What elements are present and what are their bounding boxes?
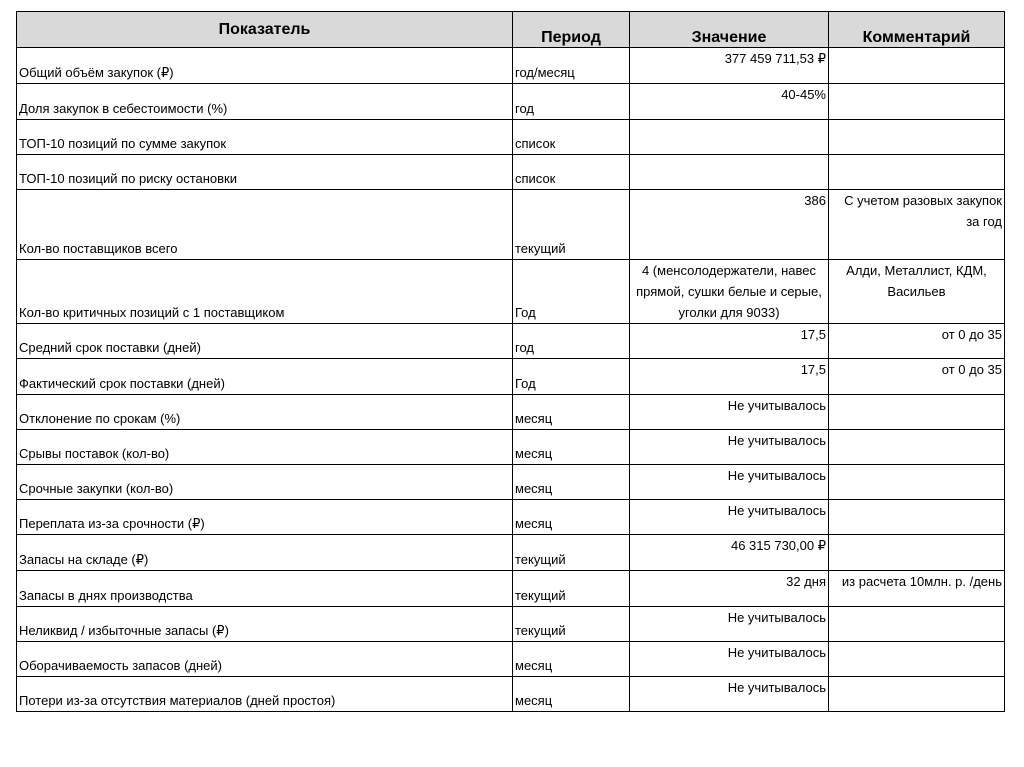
row-period: месяц xyxy=(513,430,630,465)
table-row xyxy=(17,607,1005,642)
row-period: месяц xyxy=(513,395,630,430)
row-comment: С учетом разовых закупок за год xyxy=(829,190,1005,260)
row-period: месяц xyxy=(513,642,630,677)
row-value: Не учитывалось xyxy=(630,395,829,430)
row-value: 4 (менсолодержатели, навес прямой, сушки белые и серые, уголки для 9033) xyxy=(630,260,829,324)
row-period: месяц xyxy=(513,500,630,535)
table-row xyxy=(17,120,1005,155)
row-comment: от 0 до 35 xyxy=(829,324,1005,359)
row-indicator: Потери из-за отсутствия материалов (дней простоя) xyxy=(17,677,513,712)
header-comment: Комментарий xyxy=(829,12,1005,48)
row-indicator: Средний срок поставки (дней) xyxy=(17,324,513,359)
row-comment: Алди, Металлист, КДМ, Васильев xyxy=(829,260,1005,324)
row-indicator: Отклонение по срокам (%) xyxy=(17,395,513,430)
row-indicator: Оборачиваемость запасов (дней) xyxy=(17,642,513,677)
row-value: 17,5 xyxy=(630,324,829,359)
row-period: год xyxy=(513,324,630,359)
row-value: 17,5 xyxy=(630,359,829,395)
row-comment xyxy=(829,535,1005,571)
table-row xyxy=(17,535,1005,571)
table-row xyxy=(17,395,1005,430)
row-value: Не учитывалось xyxy=(630,642,829,677)
row-indicator: Срывы поставок (кол-во) xyxy=(17,430,513,465)
row-value: 386 xyxy=(630,190,829,260)
row-period: список xyxy=(513,120,630,155)
row-comment xyxy=(829,48,1005,84)
row-comment: от 0 до 35 xyxy=(829,359,1005,395)
row-period: месяц xyxy=(513,677,630,712)
row-period: список xyxy=(513,155,630,190)
row-value: 46 315 730,00 ₽ xyxy=(630,535,829,571)
header-value: Значение xyxy=(630,12,829,48)
row-value: Не учитывалось xyxy=(630,465,829,500)
row-period: Год xyxy=(513,260,630,324)
header-indicator: Показатель xyxy=(17,12,513,48)
table-row xyxy=(17,465,1005,500)
row-comment xyxy=(829,607,1005,642)
row-value: Не учитывалось xyxy=(630,607,829,642)
row-value xyxy=(630,120,829,155)
row-indicator: Кол-во поставщиков всего xyxy=(17,190,513,260)
table-row xyxy=(17,642,1005,677)
row-period: Год xyxy=(513,359,630,395)
row-comment xyxy=(829,155,1005,190)
table-row xyxy=(17,500,1005,535)
table-row xyxy=(17,48,1005,84)
header-row xyxy=(17,12,1005,48)
row-value: 377 459 711,53 ₽ xyxy=(630,48,829,84)
row-value: Не учитывалось xyxy=(630,677,829,712)
row-comment xyxy=(829,465,1005,500)
row-period: месяц xyxy=(513,465,630,500)
row-value: 40-45% xyxy=(630,84,829,120)
row-period: год xyxy=(513,84,630,120)
table-row xyxy=(17,84,1005,120)
table-row xyxy=(17,155,1005,190)
row-indicator: ТОП-10 позиций по риску остановки xyxy=(17,155,513,190)
table-row xyxy=(17,571,1005,607)
table-row xyxy=(17,677,1005,712)
row-indicator: Кол-во критичных позиций с 1 поставщиком xyxy=(17,260,513,324)
header-period: Период xyxy=(513,12,630,48)
row-indicator: Общий объём закупок (₽) xyxy=(17,48,513,84)
row-indicator: Запасы в днях производства xyxy=(17,571,513,607)
row-value: Не учитывалось xyxy=(630,430,829,465)
table-row xyxy=(17,190,1005,260)
table-row xyxy=(17,324,1005,359)
row-value: 32 дня xyxy=(630,571,829,607)
row-period: текущий xyxy=(513,607,630,642)
row-value xyxy=(630,155,829,190)
row-indicator: Фактический срок поставки (дней) xyxy=(17,359,513,395)
kpi-table xyxy=(16,11,1005,712)
row-comment: из расчета 10млн. р. /день xyxy=(829,571,1005,607)
row-comment xyxy=(829,677,1005,712)
row-period: год/месяц xyxy=(513,48,630,84)
row-indicator: Срочные закупки (кол-во) xyxy=(17,465,513,500)
row-comment xyxy=(829,500,1005,535)
row-indicator: ТОП-10 позиций по сумме закупок xyxy=(17,120,513,155)
row-indicator: Переплата из-за срочности (₽) xyxy=(17,500,513,535)
row-indicator: Неликвид / избыточные запасы (₽) xyxy=(17,607,513,642)
row-period: текущий xyxy=(513,571,630,607)
row-value: Не учитывалось xyxy=(630,500,829,535)
table-row xyxy=(17,359,1005,395)
row-comment xyxy=(829,430,1005,465)
table-row xyxy=(17,430,1005,465)
row-comment xyxy=(829,395,1005,430)
row-comment xyxy=(829,84,1005,120)
row-period: текущий xyxy=(513,190,630,260)
row-period: текущий xyxy=(513,535,630,571)
row-indicator: Запасы на складе (₽) xyxy=(17,535,513,571)
table-row xyxy=(17,260,1005,324)
row-comment xyxy=(829,120,1005,155)
row-indicator: Доля закупок в себестоимости (%) xyxy=(17,84,513,120)
row-comment xyxy=(829,642,1005,677)
